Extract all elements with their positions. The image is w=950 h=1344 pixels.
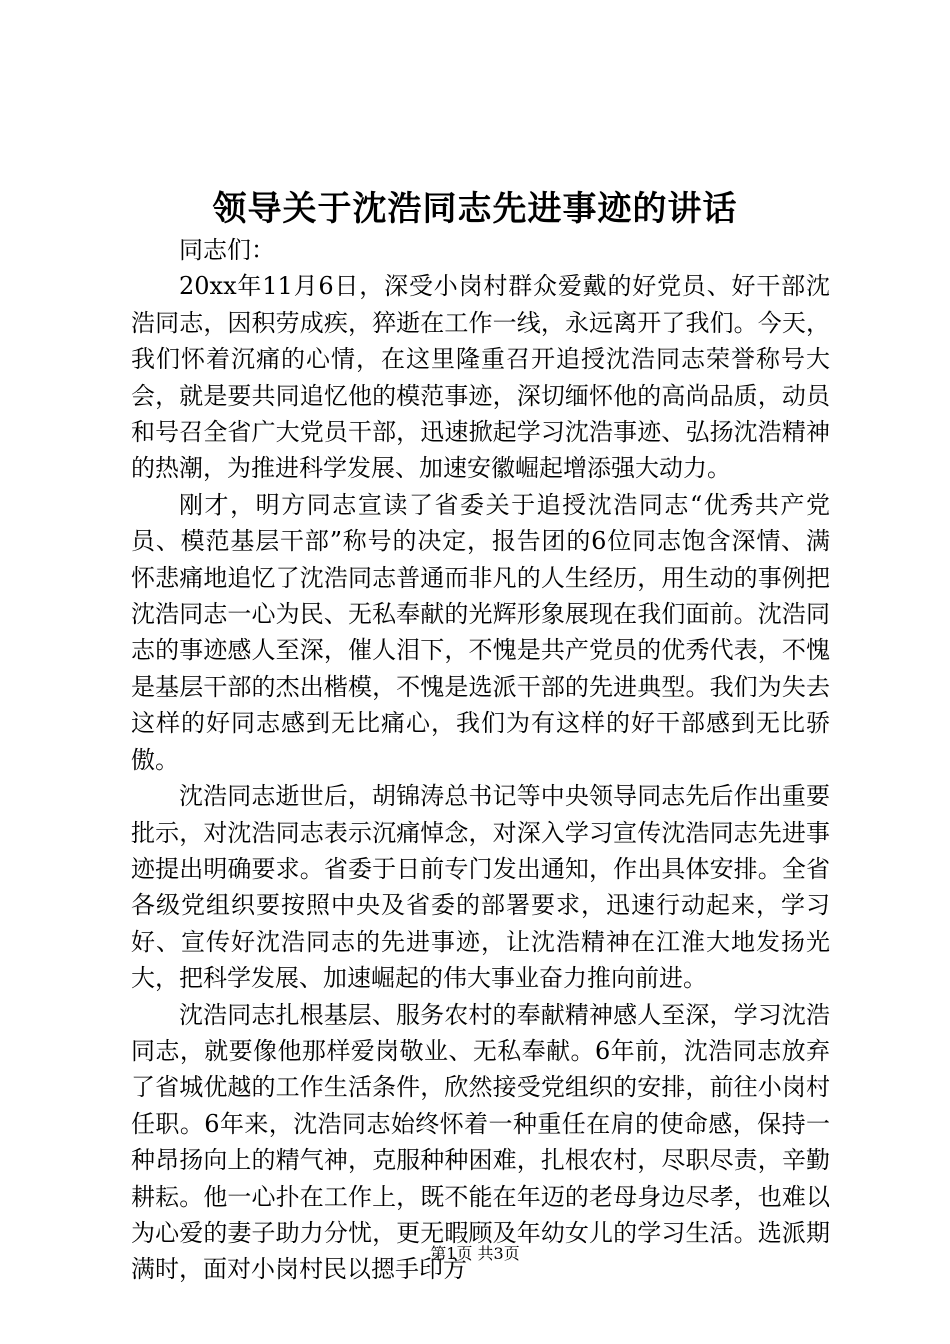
document-title: 领导关于沈浩同志先进事迹的讲话 [212,189,738,229]
greeting: 同志们： [179,236,275,264]
paragraph-2: 刚才，明方同志宣读了省委关于追授沈浩同志“优秀共产党员、模范基层干部”称号的决定，报告团的6位同志饱含深情、满怀悲痛地追忆了沈浩同志普通而非凡的人生经历，用生动的事例把沈浩同志一心为民、无私奉献的光辉形象展现在我们面前。沈浩同志的事迹感人至深，催人泪下，不愧是共产党员的优秀代表，不愧是基层干部的杰出楷模，不愧是选派干部的先进典型。我们为失去这样的好同志感到无比痛心，我们为有这样的好干部感到无比骄傲。 [131,490,830,774]
paragraph-3: 沈浩同志逝世后，胡锦涛总书记等中央领导同志先后作出重要批示，对沈浩同志表示沉痛悼念，对深入学习宣传沈浩同志先进事迹提出明确要求。省委于日前专门发出通知，作出具体安排。全省各级党组织要按照中央及省委的部署要求，迅速行动起来，学习好、宣传好沈浩同志的先进事迹，让沈浩精神在江淮大地发扬光大，把科学发展、加速崛起的伟大事业奋力推向前进。 [131,782,830,993]
paragraph-1: 20xx年11月6日，深受小岗村群众爱戴的好党员、好干部沈浩同志，因积劳成疾，猝逝在工作一线，永远离开了我们。今天，我们怀着沉痛的心情，在这里隆重召开追授沈浩同志荣誉称号大会，就是要共同追忆他的模范事迹，深切缅怀他的高尚品质，动员和号召全省广大党员干部，迅速掀起学习沈浩事迹、弘扬沈浩精神的热潮，为推进科学发展、加速安徽崛起增添强大动力。 [131,272,830,483]
document-body [131,232,830,1288]
paragraph-4: 沈浩同志扎根基层、服务农村的奉献精神感人至深，学习沈浩同志，就要像他那样爱岗敬业、无私奉献。6年前，沈浩同志放弃了省城优越的工作生活条件，欣然接受党组织的安排，前往小岗村任职。6年来，沈浩同志始终怀着一种重任在肩的使命感，保持一种昂扬向上的精气神，克服种种困难，扎根农村，尽职尽责，辛勤耕耘。他一心扑在工作上，既不能在年迈的老母身边尽孝，也难以为心爱的妻子助力分忧，更无暇顾及年幼女儿的学习生活。选派期满时，面对小岗村民以摁手印方 [131,1000,830,1284]
page-number-footer: 第1页 共3页 [430,1244,520,1263]
